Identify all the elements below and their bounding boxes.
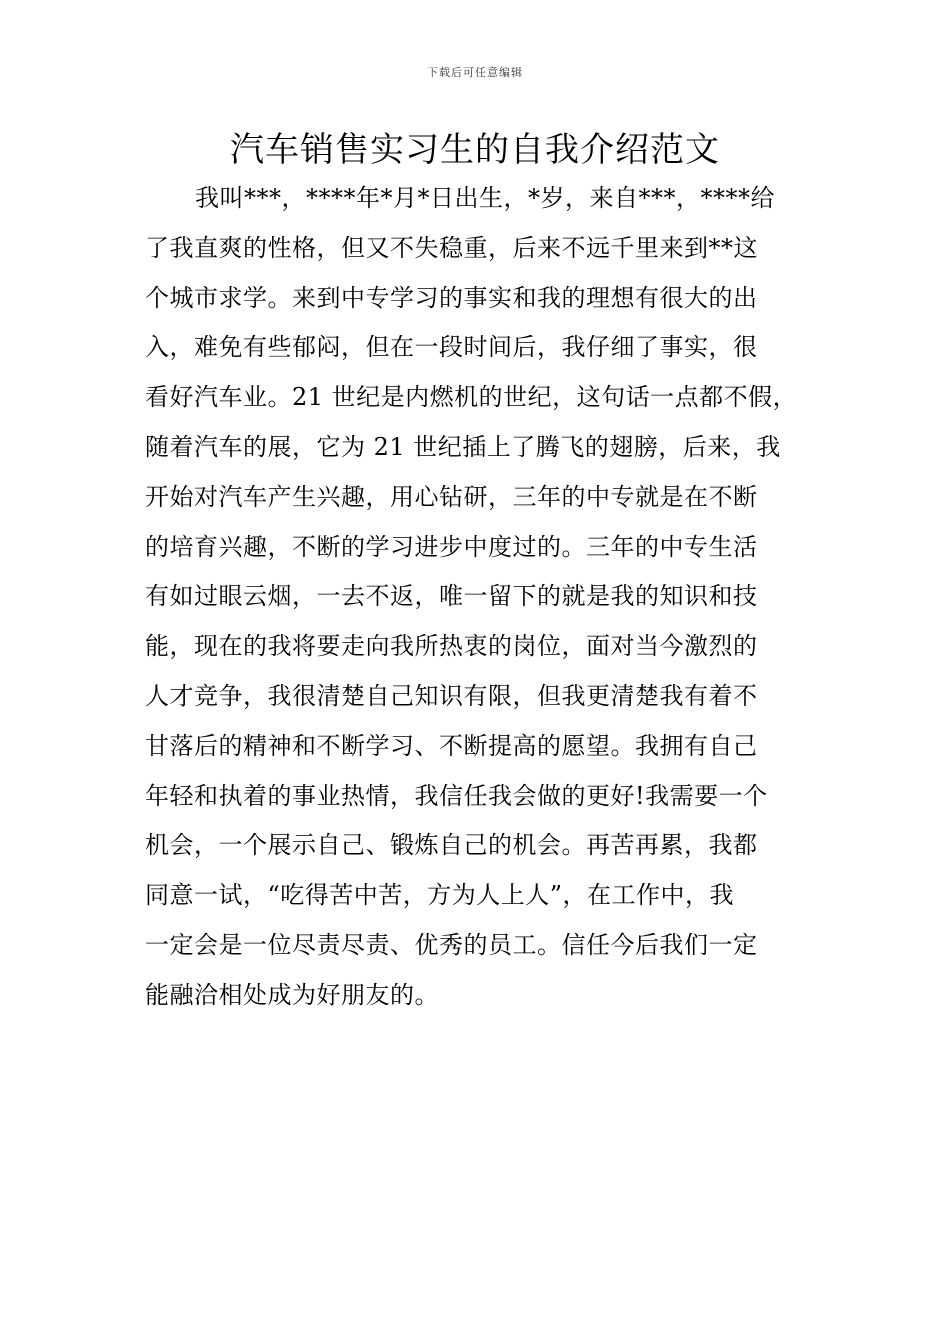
paragraph-line: 入，难免有些郁闷，但在一段时间后，我仔细了事实，很 [145, 333, 758, 362]
header-note: 下载后可任意编辑 [427, 66, 523, 79]
paragraph-line: 看好汽车业。21 世纪是内燃机的世纪，这句话一点都不假， [145, 383, 798, 412]
paragraph-line: 甘落后的精神和不断学习、不断提高的愿望。我拥有自己 [145, 731, 758, 760]
paragraph-line: 能，现在的我将要走向我所热衷的岗位，面对当今激烈的 [145, 632, 758, 661]
document-title: 汽车销售实习生的自我介绍范文 [230, 130, 720, 170]
paragraph-line: 人才竞争，我很清楚自己知识有限，但我更清楚我有着不 [145, 681, 758, 710]
paragraph-line: 了我直爽的性格，但又不失稳重，后来不远千里来到**这 [145, 233, 758, 262]
paragraph-line: 我叫***，****年*月*日出生，*岁，来自***，****给 [195, 184, 775, 212]
paragraph-line: 随着汽车的展，它为 21 世纪插上了腾飞的翅膀，后来，我 [145, 432, 781, 461]
paragraph-line: 机会，一个展示自己、锻炼自己的机会。再苦再累，我都 [145, 831, 758, 860]
paragraph-line: 的培育兴趣，不断的学习进步中度过的。三年的中专生活 [145, 532, 758, 561]
paragraph-line: 能融洽相处成为好朋友的。 [145, 980, 439, 1009]
paragraph-line: 同意一试，“吃得苦中苦，方为人上人”，在工作中，我 [145, 881, 735, 910]
body-paragraph [145, 174, 835, 1021]
paragraph-line: 个城市求学。来到中专学习的事实和我的理想有很大的出 [145, 283, 758, 312]
paragraph-line: 年轻和执着的事业热情，我信任我会做的更好!我需要一个 [145, 781, 768, 810]
paragraph-line: 开始对汽车产生兴趣，用心钻研，三年的中专就是在不断 [145, 482, 758, 511]
paragraph-line: 有如过眼云烟，一去不返，唯一留下的就是我的知识和技 [145, 582, 758, 611]
paragraph-line: 一定会是一位尽责尽责、优秀的员工。信任今后我们一定 [145, 930, 758, 959]
